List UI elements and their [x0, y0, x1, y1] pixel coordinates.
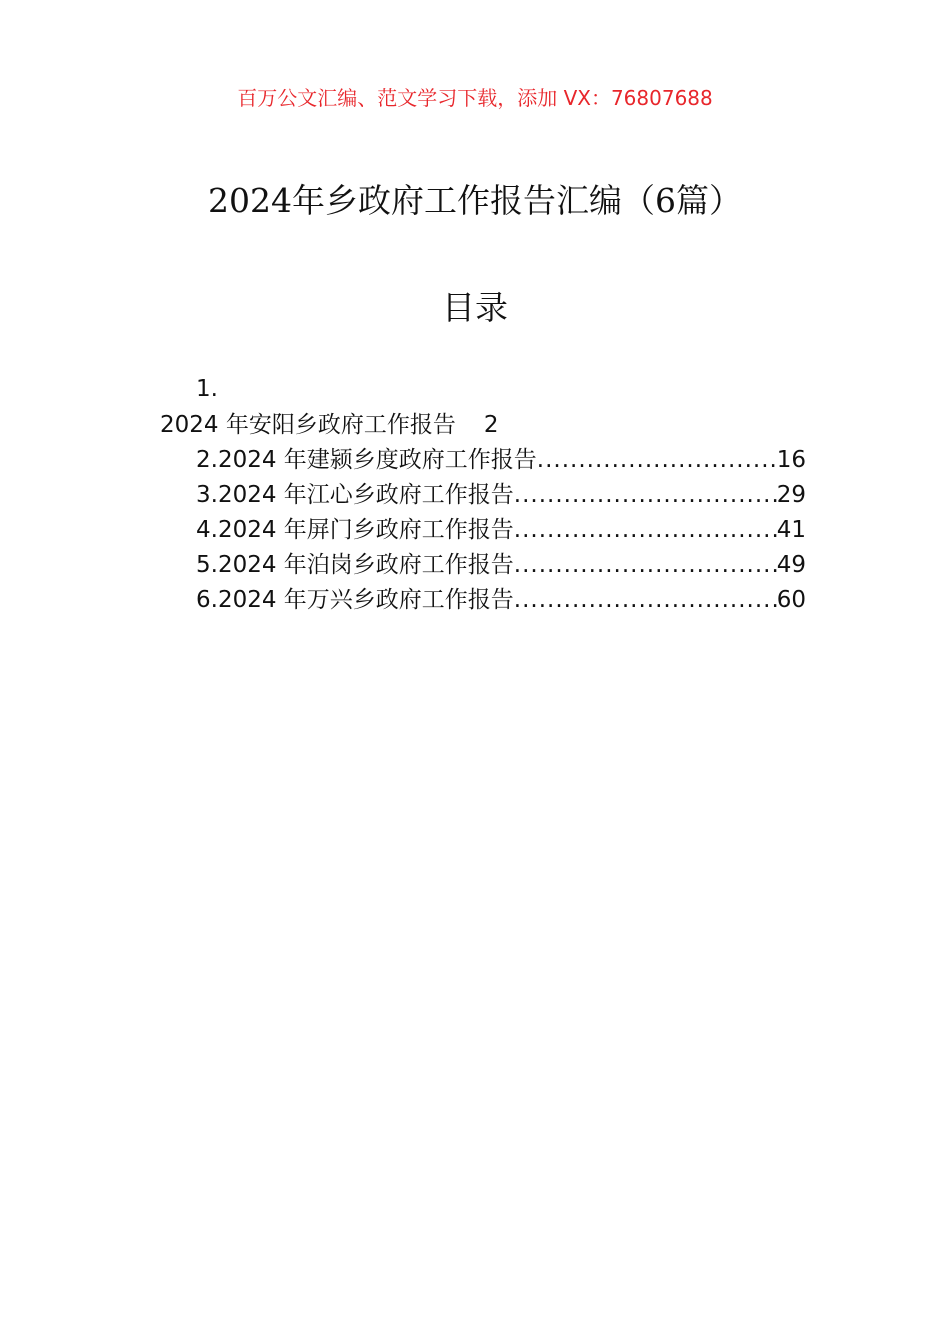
toc-entry-2[interactable] [196, 443, 806, 478]
toc-entry-label: 3.2024 年江心乡政府工作报告 [196, 482, 514, 508]
toc-entry-5[interactable] [196, 548, 806, 583]
toc-entry-label: 4.2024 年屏门乡政府工作报告 [196, 517, 514, 543]
toc-entry-page: 60 [776, 587, 806, 613]
document-title [0, 176, 950, 226]
title-suffix: 篇） [675, 181, 742, 220]
toc-entry-page: 2 [483, 412, 499, 438]
title-text: 年乡政府工作报告汇编（ [291, 181, 655, 220]
title-year: 2024 [208, 181, 292, 220]
toc-leader-dots [514, 548, 777, 583]
toc-entry-page: 29 [776, 482, 806, 508]
toc-leader-dots [514, 583, 777, 618]
toc-entry-label: 2024 年安阳乡政府工作报告 [160, 412, 456, 438]
toc-entry-6[interactable] [196, 583, 806, 618]
toc-leader-dots [514, 478, 777, 513]
toc-entry-1[interactable] [160, 408, 499, 443]
toc-entry-3[interactable] [196, 478, 806, 513]
toc-leader-dots [514, 513, 777, 548]
toc-entry-1-number: 1. [196, 376, 218, 402]
toc-entry-page: 16 [776, 447, 806, 473]
toc-heading: 目录 [442, 288, 508, 327]
toc-entry-page: 49 [776, 552, 806, 578]
title-count: 6 [654, 181, 676, 220]
toc-entry-label: 2.2024 年建颍乡度政府工作报告 [196, 447, 537, 473]
header-watermark-note: 百万公文汇编、范文学习下载，添加 VX：76807688 [237, 86, 713, 110]
toc-entry-label: 5.2024 年泊岗乡政府工作报告 [196, 552, 514, 578]
toc-entry-4[interactable] [196, 513, 806, 548]
toc-entry-label: 6.2024 年万兴乡政府工作报告 [196, 587, 514, 613]
toc-leader-dots [537, 443, 777, 478]
toc-entry-page: 41 [776, 517, 806, 543]
